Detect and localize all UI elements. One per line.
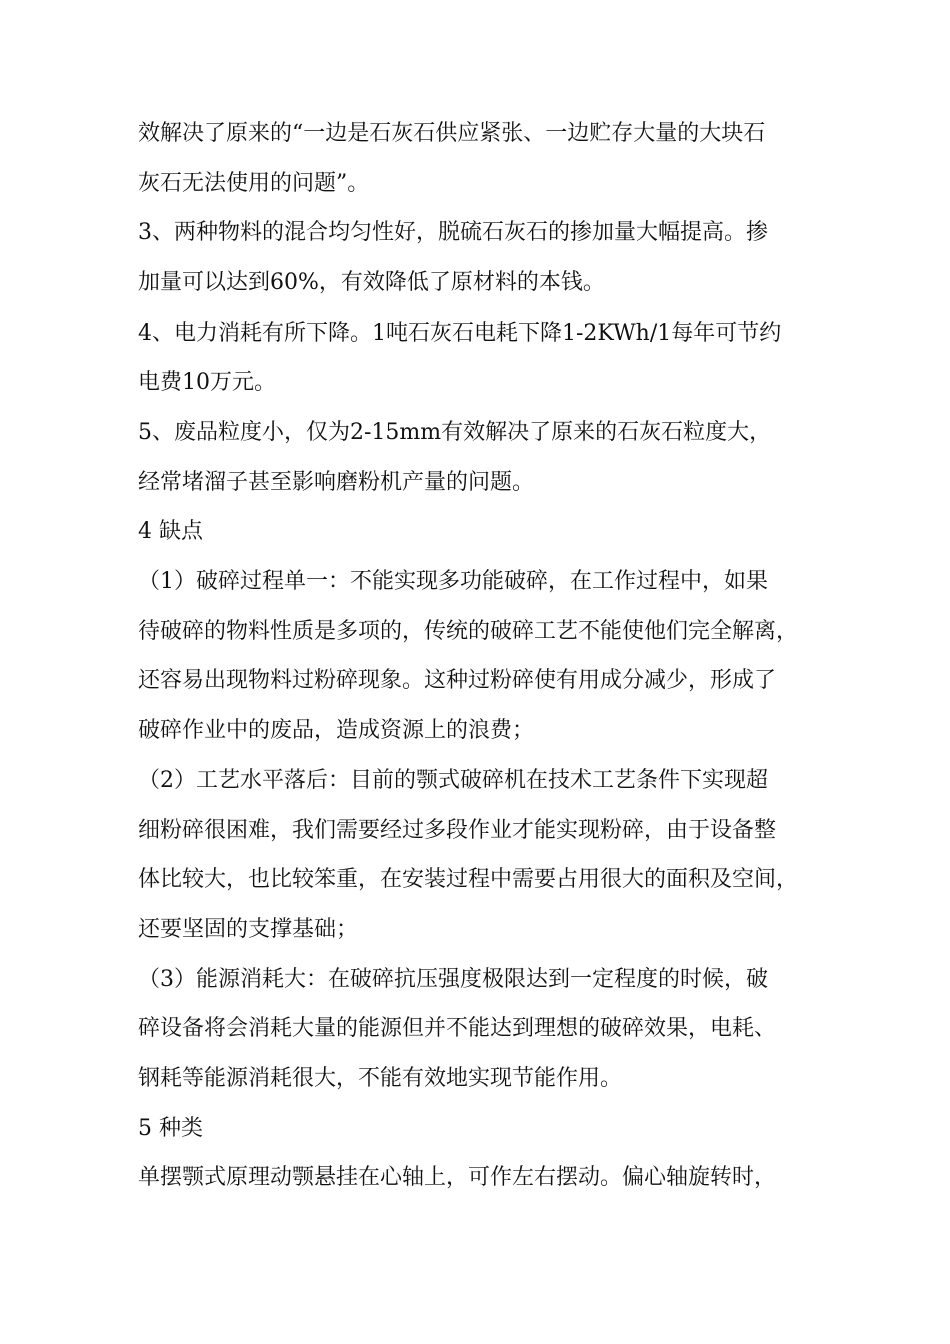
text-line-15: 细粉碎很困难，我们需要经过多段作业才能实现粉碎，由于设备整 — [138, 818, 777, 843]
text-line-17: 还要坚固的支撑基础； — [138, 917, 359, 942]
text-line-5: 4、电力消耗有所下降。1吨石灰石电耗下降1-2KWh/1每年可节约 — [138, 321, 782, 346]
section-heading-types: 5 种类 — [138, 1116, 203, 1141]
text-line-16: 体比较大，也比较笨重，在安装过程中需要占用很大的面积及空间， — [138, 867, 799, 892]
text-line-3: 3、两种物料的混合均匀性好，脱硫石灰石的掺加量大幅提高。掺 — [138, 220, 768, 245]
text-line-6: 电费10万元。 — [138, 370, 276, 395]
text-line-7: 5、废品粒度小，仅为2-15mm有效解决了原来的石灰石粒度大， — [138, 420, 772, 445]
text-line-4: 加量可以达到60%，有效降低了原材料的本钱。 — [138, 270, 605, 295]
text-line-19: 碎设备将会消耗大量的能源但并不能达到理想的破碎效果，电耗、 — [138, 1016, 777, 1041]
text-line-8: 经常堵溜子甚至影响磨粉机产量的问题。 — [138, 470, 535, 495]
text-line-22: 单摆颚式原理动颚悬挂在心轴上，可作左右摆动。偏心轴旋转时， — [138, 1165, 777, 1190]
text-line-1: 效解决了原来的“一边是石灰石供应紧张、一边贮存大量的大块石 — [138, 121, 766, 146]
text-line-20: 钢耗等能源消耗很大，不能有效地实现节能作用。 — [138, 1066, 623, 1091]
text-line-13: 破碎作业中的废品，造成资源上的浪费； — [138, 718, 535, 743]
text-line-12: 还容易出现物料过粉碎现象。这种过粉碎使有用成分减少，形成了 — [138, 668, 777, 693]
text-line-10: （1）破碎过程单一：不能实现多功能破碎，在工作过程中，如果 — [138, 569, 768, 594]
text-line-11: 待破碎的物料性质是多项的，传统的破碎工艺不能使他们完全解离， — [138, 619, 799, 644]
text-line-14: （2）工艺水平落后：目前的颚式破碎机在技术工艺条件下实现超 — [138, 768, 768, 793]
section-heading-drawbacks: 4 缺点 — [138, 519, 203, 544]
text-line-2: 灰石无法使用的问题”。 — [138, 171, 370, 196]
text-line-18: （3）能源消耗大：在破碎抗压强度极限达到一定程度的时候，破 — [138, 967, 768, 992]
